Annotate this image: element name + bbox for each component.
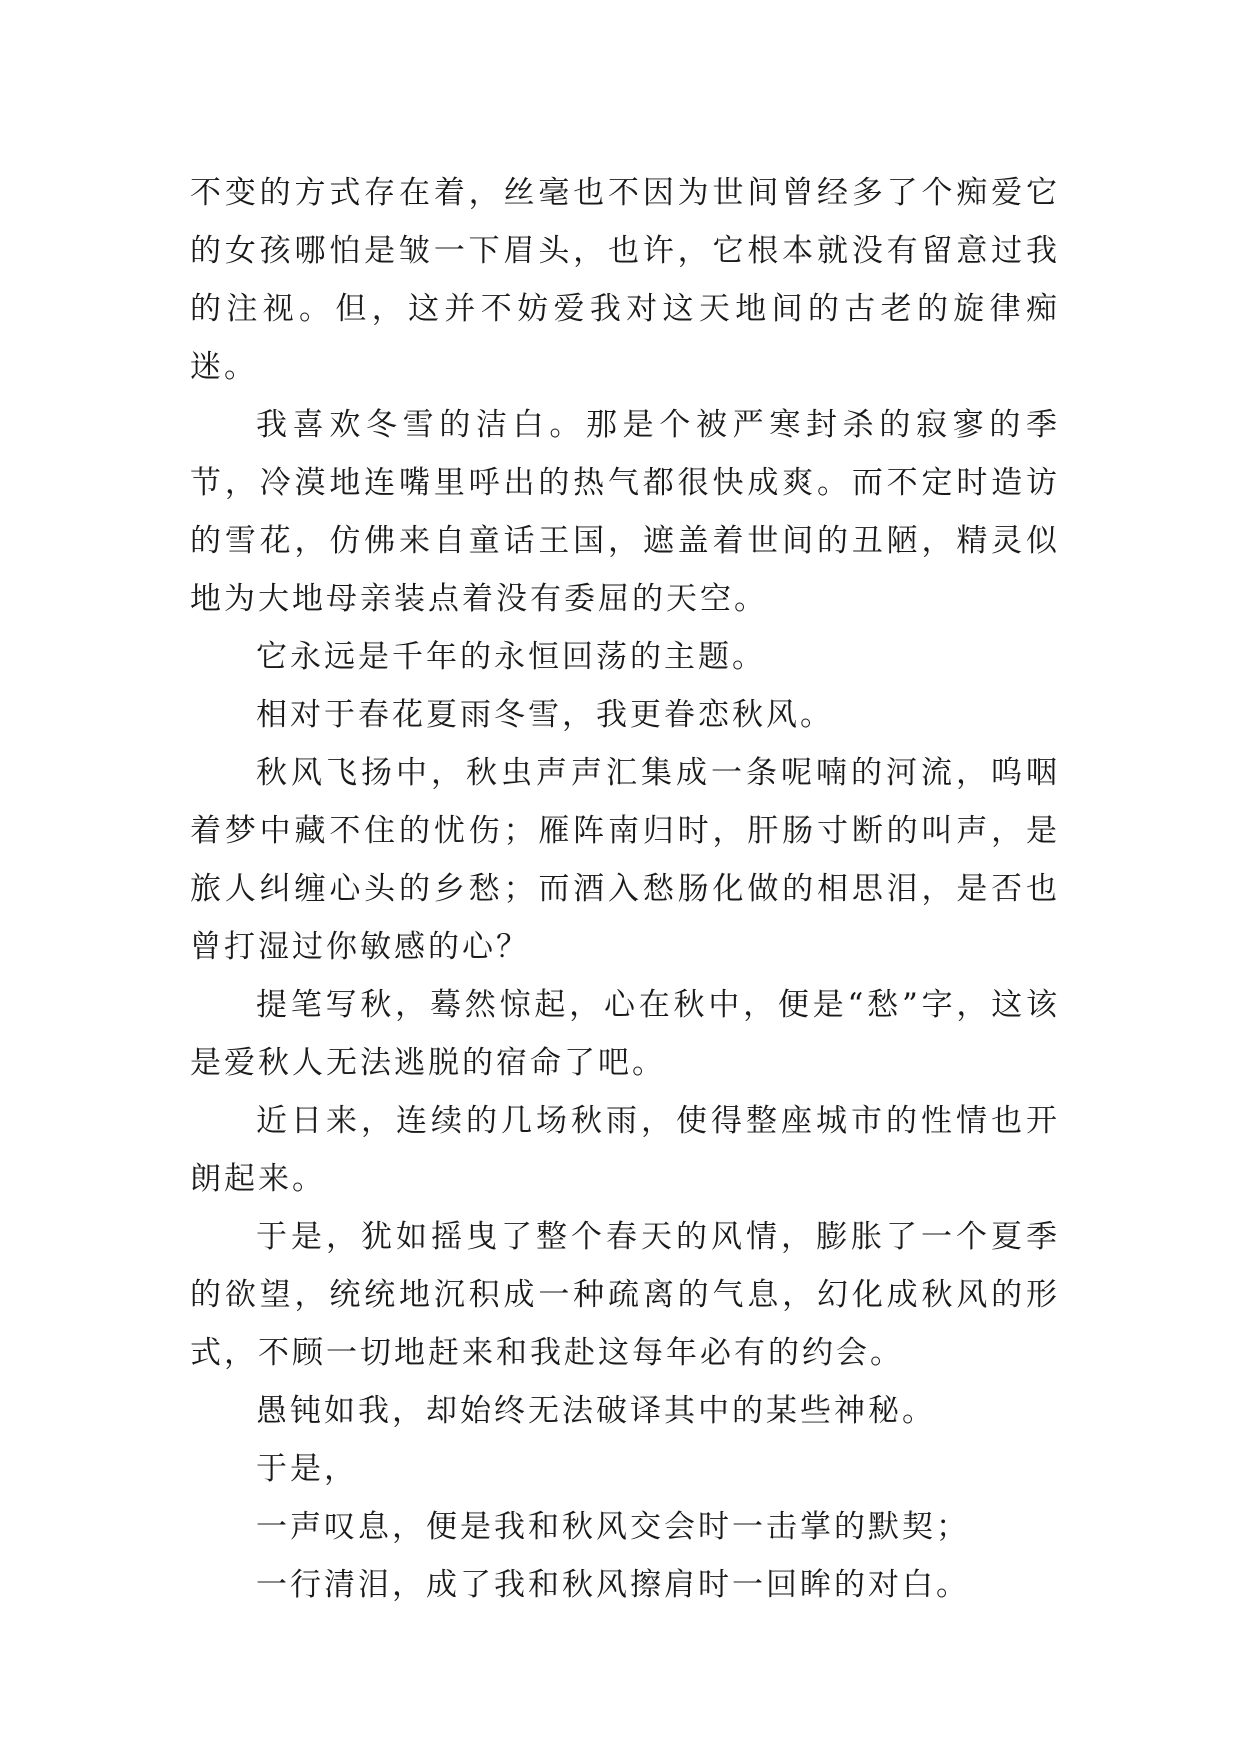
paragraph-10: 于是， (256, 1451, 358, 1487)
paragraph-9: 愚钝如我，却始终无法破译其中的某些神秘。 (256, 1393, 936, 1429)
paragraph-11: 一声叹息，便是我和秋风交会时一击掌的默契； (256, 1509, 970, 1545)
paragraph-8: 于是，犹如摇曳了整个春天的风情，膨胀了一个夏季的欲望，统统地沉积成一种疏离的气息，幻化成秋风的形式，不顾一切地赶来和我赴这每年必有的约会。 (190, 1219, 1060, 1371)
paragraph-3: 它永远是千年的永恒回荡的主题。 (256, 639, 766, 675)
paragraph-2: 我喜欢冬雪的洁白。那是个被严寒封杀的寂寥的季节，冷漠地连嘴里呼出的热气都很快成爽。而不定时造访的雪花，仿佛来自童话王国，遮盖着世间的丑陋，精灵似地为大地母亲装点着没有委屈的天空。 (190, 407, 1060, 617)
paragraph-12: 一行清泪，成了我和秋风擦肩时一回眸的对白。 (256, 1567, 970, 1603)
paragraph-4: 相对于春花夏雨冬雪，我更眷恋秋风。 (256, 697, 834, 733)
paragraph-7: 近日来，连续的几场秋雨，使得整座城市的性情也开朗起来。 (190, 1103, 1060, 1197)
paragraph-1: 不变的方式存在着，丝毫也不因为世间曾经多了个痴爱它的女孩哪怕是皱一下眉头，也许，它根本就没有留意过我的注视。但，这并不妨爱我对这天地间的古老的旋律痴迷。 (190, 175, 1060, 385)
paragraph-6: 提笔写秋，蓦然惊起，心在秋中，便是“愁”字，这该是爱秋人无法逃脱的宿命了吧。 (190, 987, 1060, 1081)
paragraph-5: 秋风飞扬中，秋虫声声汇集成一条呢喃的河流，呜咽着梦中藏不住的忧伤；雁阵南归时，肝肠寸断的叫声，是旅人纠缠心头的乡愁；而酒入愁肠化做的相思泪，是否也曾打湿过你敏感的心？ (190, 755, 1060, 965)
document-body (190, 164, 1060, 1614)
